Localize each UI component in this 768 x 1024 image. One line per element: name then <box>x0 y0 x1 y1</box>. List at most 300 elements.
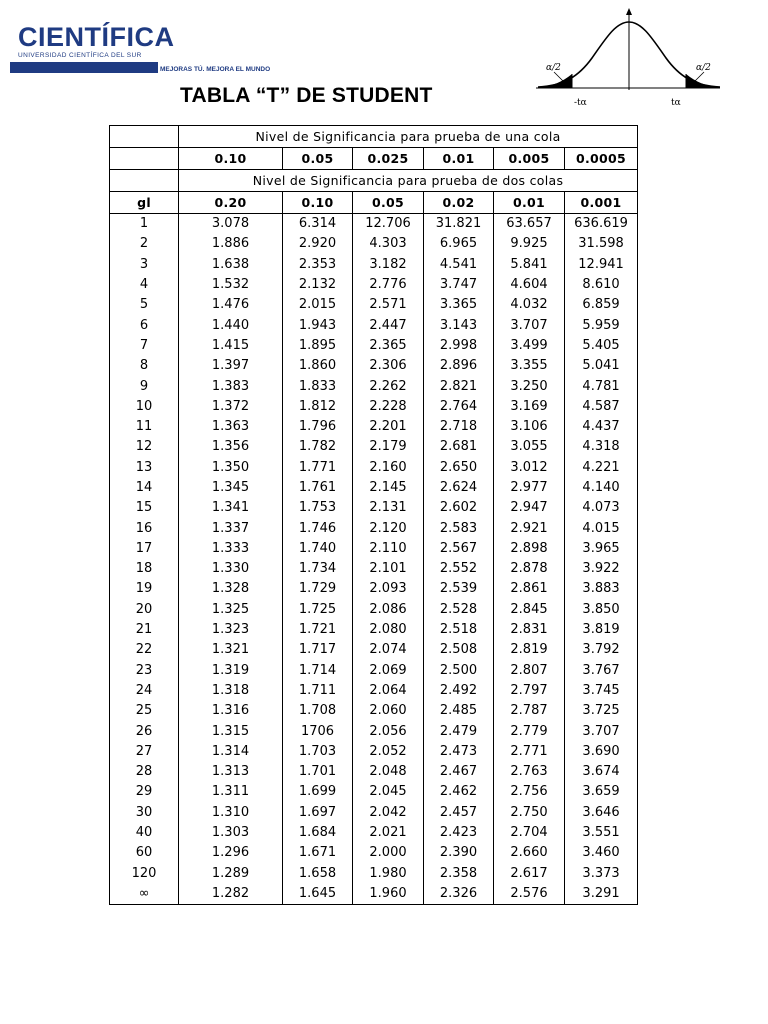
critical-value-cell: 1.532 <box>179 275 283 295</box>
critical-value-cell: 3.373 <box>565 864 638 884</box>
critical-value-cell: 1.337 <box>179 518 283 538</box>
critical-value-cell: 3.690 <box>565 742 638 762</box>
critical-value-cell: 2.576 <box>494 884 565 905</box>
student-t-table <box>109 125 638 905</box>
gl-cell: 13 <box>110 458 179 478</box>
gl-cell: 6 <box>110 315 179 335</box>
critical-value-cell: 9.925 <box>494 234 565 254</box>
critical-value-cell: 1.440 <box>179 315 283 335</box>
critical-value-cell: 2.086 <box>353 600 424 620</box>
alpha-right-label: α/2 <box>696 63 711 73</box>
critical-value-cell: 31.821 <box>424 214 494 235</box>
critical-value-cell: 2.132 <box>283 275 353 295</box>
critical-value-cell: 1.333 <box>179 539 283 559</box>
critical-value-cell: 4.073 <box>565 498 638 518</box>
critical-value-cell: 2.977 <box>494 478 565 498</box>
critical-value-cell: 1.325 <box>179 600 283 620</box>
critical-value-cell: 2.358 <box>424 864 494 884</box>
critical-value-cell: 3.143 <box>424 315 494 335</box>
critical-value-cell: 4.604 <box>494 275 565 295</box>
y-axis-arrow <box>626 8 632 15</box>
critical-value-cell: 2.015 <box>283 295 353 315</box>
gl-cell: 4 <box>110 275 179 295</box>
gl-cell: 9 <box>110 376 179 396</box>
critical-value-cell: 2.947 <box>494 498 565 518</box>
critical-value-cell: 4.032 <box>494 295 565 315</box>
critical-value-cell: 2.056 <box>353 721 424 741</box>
table-row <box>110 518 638 538</box>
critical-value-cell: 1.658 <box>283 864 353 884</box>
gl-cell: 18 <box>110 559 179 579</box>
critical-value-cell: 1.697 <box>283 803 353 823</box>
brand-name: CIENTÍFICA <box>18 22 175 52</box>
gl-cell: 28 <box>110 762 179 782</box>
critical-value-cell: 2.861 <box>494 579 565 599</box>
critical-value-cell: 2.500 <box>424 661 494 681</box>
brand-subtitle: UNIVERSIDAD CIENTÍFICA DEL SUR <box>18 52 142 59</box>
critical-value-cell: 63.657 <box>494 214 565 235</box>
table-row <box>110 336 638 356</box>
critical-value-cell: 4.015 <box>565 518 638 538</box>
table-row <box>110 803 638 823</box>
table-row <box>110 640 638 660</box>
critical-value-cell: 1.771 <box>283 458 353 478</box>
critical-value-cell: 2.262 <box>353 376 424 396</box>
critical-value-cell: 2.787 <box>494 701 565 721</box>
critical-value-cell: 2.624 <box>424 478 494 498</box>
critical-value-cell: 1.943 <box>283 315 353 335</box>
critical-value-cell: 2.552 <box>424 559 494 579</box>
critical-value-cell: 1.476 <box>179 295 283 315</box>
critical-value-cell: 2.763 <box>494 762 565 782</box>
critical-value-cell: 2.750 <box>494 803 565 823</box>
gl-cell: 40 <box>110 823 179 843</box>
critical-value-cell: 3.291 <box>565 884 638 905</box>
critical-value-cell: 2.326 <box>424 884 494 905</box>
table-row <box>110 864 638 884</box>
critical-value-cell: 1.372 <box>179 397 283 417</box>
critical-value-cell: 2.998 <box>424 336 494 356</box>
critical-value-cell: 2.101 <box>353 559 424 579</box>
t-distribution-figure <box>534 6 724 108</box>
critical-value-cell: 1.796 <box>283 417 353 437</box>
university-logo <box>18 24 175 59</box>
critical-value-cell: 1.321 <box>179 640 283 660</box>
critical-value-cell: 2.306 <box>353 356 424 376</box>
critical-value-cell: 2.492 <box>424 681 494 701</box>
right-alpha-pointer <box>694 72 704 82</box>
critical-value-cell: 2.423 <box>424 823 494 843</box>
critical-value-cell: 1.363 <box>179 417 283 437</box>
critical-value-cell: 1.356 <box>179 437 283 457</box>
critical-value-cell: 2.365 <box>353 336 424 356</box>
critical-value-cell: 1.319 <box>179 661 283 681</box>
table-row <box>110 884 638 905</box>
critical-value-cell: 2.797 <box>494 681 565 701</box>
critical-value-cell: 6.965 <box>424 234 494 254</box>
gl-cell: 2 <box>110 234 179 254</box>
gl-header: gl <box>110 192 179 214</box>
critical-value-cell: 2.764 <box>424 397 494 417</box>
critical-value-cell: 3.355 <box>494 356 565 376</box>
critical-value-cell: 2.000 <box>353 843 424 863</box>
critical-value-cell: 1.684 <box>283 823 353 843</box>
critical-value-cell: 3.106 <box>494 417 565 437</box>
critical-value-cell: 1.708 <box>283 701 353 721</box>
table-row <box>110 843 638 863</box>
critical-value-cell: 1.746 <box>283 518 353 538</box>
table-row <box>110 579 638 599</box>
critical-value-cell: 1.717 <box>283 640 353 660</box>
critical-value-cell: 4.318 <box>565 437 638 457</box>
critical-value-cell: 3.745 <box>565 681 638 701</box>
critical-value-cell: 31.598 <box>565 234 638 254</box>
critical-value-cell: 2.467 <box>424 762 494 782</box>
gl-cell: 26 <box>110 721 179 741</box>
two-tail-caption: Nivel de Significancia para prueba de dos colas <box>179 170 638 192</box>
gl-cell: 27 <box>110 742 179 762</box>
critical-value-cell: 3.965 <box>565 539 638 559</box>
critical-value-cell: 2.060 <box>353 701 424 721</box>
gl-cell: 11 <box>110 417 179 437</box>
table-row <box>110 437 638 457</box>
critical-value-cell: 1.753 <box>283 498 353 518</box>
critical-value-cell: 5.959 <box>565 315 638 335</box>
critical-value-cell: 8.610 <box>565 275 638 295</box>
critical-value-cell: 1.330 <box>179 559 283 579</box>
gl-cell: 16 <box>110 518 179 538</box>
critical-value-cell: 4.303 <box>353 234 424 254</box>
critical-value-cell: 2.447 <box>353 315 424 335</box>
table-row <box>110 498 638 518</box>
gl-cell: 60 <box>110 843 179 863</box>
critical-value-cell: 2.021 <box>353 823 424 843</box>
one-tail-level: 0.10 <box>179 148 283 170</box>
critical-value-cell: 2.145 <box>353 478 424 498</box>
critical-value-cell: 2.069 <box>353 661 424 681</box>
critical-value-cell: 1.645 <box>283 884 353 905</box>
table-row <box>110 661 638 681</box>
critical-value-cell: 2.518 <box>424 620 494 640</box>
critical-value-cell: 3.169 <box>494 397 565 417</box>
critical-value-cell: 1.701 <box>283 762 353 782</box>
critical-value-cell: 2.074 <box>353 640 424 660</box>
table-row <box>110 742 638 762</box>
critical-value-cell: 1.812 <box>283 397 353 417</box>
critical-value-cell: 2.080 <box>353 620 424 640</box>
two-tail-level: 0.05 <box>353 192 424 214</box>
two-tail-level: 0.02 <box>424 192 494 214</box>
critical-value-cell: 3.747 <box>424 275 494 295</box>
critical-value-cell: 3.499 <box>494 336 565 356</box>
critical-value-cell: 2.457 <box>424 803 494 823</box>
critical-value-cell: 1.833 <box>283 376 353 396</box>
critical-value-cell: 1.350 <box>179 458 283 478</box>
critical-value-cell: 3.659 <box>565 782 638 802</box>
critical-value-cell: 1.782 <box>283 437 353 457</box>
critical-value-cell: 1706 <box>283 721 353 741</box>
critical-value-cell: 2.660 <box>494 843 565 863</box>
critical-value-cell: 2.485 <box>424 701 494 721</box>
critical-value-cell: 3.078 <box>179 214 283 235</box>
gl-cell: 12 <box>110 437 179 457</box>
critical-value-cell: 2.462 <box>424 782 494 802</box>
table-row <box>110 539 638 559</box>
critical-value-cell: 1.671 <box>283 843 353 863</box>
critical-value-cell: 2.921 <box>494 518 565 538</box>
critical-value-cell: 1.886 <box>179 234 283 254</box>
critical-value-cell: 3.767 <box>565 661 638 681</box>
brand-bar <box>10 62 158 73</box>
critical-value-cell: 1.960 <box>353 884 424 905</box>
critical-value-cell: 2.776 <box>353 275 424 295</box>
gl-cell: 8 <box>110 356 179 376</box>
critical-value-cell: 2.878 <box>494 559 565 579</box>
critical-value-cell: 3.674 <box>565 762 638 782</box>
critical-value-cell: 1.721 <box>283 620 353 640</box>
critical-value-cell: 3.883 <box>565 579 638 599</box>
critical-value-cell: 2.583 <box>424 518 494 538</box>
critical-value-cell: 2.718 <box>424 417 494 437</box>
critical-value-cell: 1.729 <box>283 579 353 599</box>
critical-value-cell: 1.714 <box>283 661 353 681</box>
table-row <box>110 681 638 701</box>
critical-value-cell: 12.706 <box>353 214 424 235</box>
left-alpha-pointer <box>554 72 564 82</box>
critical-value-cell: 2.831 <box>494 620 565 640</box>
critical-value-cell: 1.699 <box>283 782 353 802</box>
table-row <box>110 214 638 235</box>
one-tail-level: 0.025 <box>353 148 424 170</box>
one-tail-level: 0.01 <box>424 148 494 170</box>
critical-value-cell: 4.541 <box>424 255 494 275</box>
critical-value-cell: 2.650 <box>424 458 494 478</box>
critical-value-cell: 5.405 <box>565 336 638 356</box>
critical-value-cell: 1.310 <box>179 803 283 823</box>
gl-cell: 10 <box>110 397 179 417</box>
critical-value-cell: 2.052 <box>353 742 424 762</box>
critical-value-cell: 2.567 <box>424 539 494 559</box>
critical-value-cell: 3.646 <box>565 803 638 823</box>
critical-value-cell: 2.807 <box>494 661 565 681</box>
critical-value-cell: 1.341 <box>179 498 283 518</box>
gl-cell: 15 <box>110 498 179 518</box>
critical-value-cell: 3.460 <box>565 843 638 863</box>
critical-value-cell: 2.160 <box>353 458 424 478</box>
critical-value-cell: 636.619 <box>565 214 638 235</box>
critical-value-cell: 1.296 <box>179 843 283 863</box>
critical-value-cell: 1.895 <box>283 336 353 356</box>
gl-cell: 23 <box>110 661 179 681</box>
critical-value-cell: 1.725 <box>283 600 353 620</box>
gl-cell: 17 <box>110 539 179 559</box>
critical-value-cell: 1.313 <box>179 762 283 782</box>
critical-value-cell: 1.323 <box>179 620 283 640</box>
table-row <box>110 397 638 417</box>
critical-value-cell: 2.539 <box>424 579 494 599</box>
critical-value-cell: 2.179 <box>353 437 424 457</box>
one-tail-level: 0.0005 <box>565 148 638 170</box>
critical-value-cell: 2.064 <box>353 681 424 701</box>
critical-value-cell: 3.922 <box>565 559 638 579</box>
critical-value-cell: 6.314 <box>283 214 353 235</box>
critical-value-cell: 2.756 <box>494 782 565 802</box>
gl-cell: 25 <box>110 701 179 721</box>
critical-value-cell: 2.110 <box>353 539 424 559</box>
gl-cell: 20 <box>110 600 179 620</box>
critical-value-cell: 2.042 <box>353 803 424 823</box>
critical-value-cell: 1.282 <box>179 884 283 905</box>
table-row <box>110 620 638 640</box>
gl-cell: 120 <box>110 864 179 884</box>
critical-value-cell: 4.781 <box>565 376 638 396</box>
table-row <box>110 600 638 620</box>
critical-value-cell: 1.638 <box>179 255 283 275</box>
critical-value-cell: 4.437 <box>565 417 638 437</box>
table-row <box>110 356 638 376</box>
two-tail-level: 0.001 <box>565 192 638 214</box>
critical-value-cell: 2.571 <box>353 295 424 315</box>
critical-value-cell: 2.201 <box>353 417 424 437</box>
critical-value-cell: 2.681 <box>424 437 494 457</box>
critical-value-cell: 2.048 <box>353 762 424 782</box>
gl-cell: 21 <box>110 620 179 640</box>
gl-cell: 3 <box>110 255 179 275</box>
table-row <box>110 701 638 721</box>
critical-value-cell: 5.841 <box>494 255 565 275</box>
critical-value-cell: 3.850 <box>565 600 638 620</box>
critical-value-cell: 12.941 <box>565 255 638 275</box>
gl-cell: 7 <box>110 336 179 356</box>
gl-cell: 29 <box>110 782 179 802</box>
critical-value-cell: 3.055 <box>494 437 565 457</box>
critical-value-cell: 2.120 <box>353 518 424 538</box>
critical-value-cell: 2.704 <box>494 823 565 843</box>
critical-value-cell: 1.328 <box>179 579 283 599</box>
critical-value-cell: 6.859 <box>565 295 638 315</box>
t-right-label: tα <box>671 98 681 108</box>
two-tail-level: 0.20 <box>179 192 283 214</box>
critical-value-cell: 2.779 <box>494 721 565 741</box>
critical-value-cell: 2.228 <box>353 397 424 417</box>
critical-value-cell: 2.821 <box>424 376 494 396</box>
critical-value-cell: 2.896 <box>424 356 494 376</box>
table-row <box>110 559 638 579</box>
critical-value-cell: 1.345 <box>179 478 283 498</box>
critical-value-cell: 5.041 <box>565 356 638 376</box>
gl-cell: 30 <box>110 803 179 823</box>
gl-cell: 24 <box>110 681 179 701</box>
critical-value-cell: 2.819 <box>494 640 565 660</box>
critical-value-cell: 3.012 <box>494 458 565 478</box>
critical-value-cell: 2.771 <box>494 742 565 762</box>
critical-value-cell: 1.315 <box>179 721 283 741</box>
critical-value-cell: 3.792 <box>565 640 638 660</box>
table-row <box>110 376 638 396</box>
gl-cell: ∞ <box>110 884 179 905</box>
one-tail-caption: Nivel de Significancia para prueba de una cola <box>179 126 638 148</box>
critical-value-cell: 2.528 <box>424 600 494 620</box>
critical-value-cell: 2.390 <box>424 843 494 863</box>
critical-value-cell: 1.303 <box>179 823 283 843</box>
page-title: TABLA “T” DE STUDENT <box>180 84 433 107</box>
critical-value-cell: 3.551 <box>565 823 638 843</box>
critical-value-cell: 2.898 <box>494 539 565 559</box>
critical-value-cell: 1.980 <box>353 864 424 884</box>
critical-value-cell: 3.365 <box>424 295 494 315</box>
one-tail-level: 0.005 <box>494 148 565 170</box>
table-row <box>110 721 638 741</box>
gl-header-blank <box>110 126 179 148</box>
critical-value-cell: 1.415 <box>179 336 283 356</box>
critical-value-cell: 1.383 <box>179 376 283 396</box>
critical-value-cell: 1.711 <box>283 681 353 701</box>
gl-header-blank <box>110 170 179 192</box>
table-row <box>110 762 638 782</box>
critical-value-cell: 1.316 <box>179 701 283 721</box>
two-tail-level: 0.10 <box>283 192 353 214</box>
critical-value-cell: 4.221 <box>565 458 638 478</box>
critical-value-cell: 1.740 <box>283 539 353 559</box>
table-row <box>110 823 638 843</box>
critical-value-cell: 2.473 <box>424 742 494 762</box>
critical-value-cell: 4.587 <box>565 397 638 417</box>
critical-value-cell: 1.289 <box>179 864 283 884</box>
table-row <box>110 478 638 498</box>
critical-value-cell: 2.920 <box>283 234 353 254</box>
critical-value-cell: 1.311 <box>179 782 283 802</box>
gl-cell: 19 <box>110 579 179 599</box>
critical-value-cell: 2.845 <box>494 600 565 620</box>
critical-value-cell: 1.860 <box>283 356 353 376</box>
critical-value-cell: 3.707 <box>494 315 565 335</box>
gl-cell: 22 <box>110 640 179 660</box>
critical-value-cell: 3.182 <box>353 255 424 275</box>
table-row <box>110 255 638 275</box>
critical-value-cell: 3.725 <box>565 701 638 721</box>
table-row <box>110 782 638 802</box>
slogan: MEJORAS TÚ. MEJORA EL MUNDO <box>160 66 271 73</box>
gl-cell: 5 <box>110 295 179 315</box>
critical-value-cell: 1.314 <box>179 742 283 762</box>
gl-cell: 14 <box>110 478 179 498</box>
critical-value-cell: 2.617 <box>494 864 565 884</box>
gl-cell: 1 <box>110 214 179 235</box>
table-row <box>110 315 638 335</box>
critical-value-cell: 1.761 <box>283 478 353 498</box>
critical-value-cell: 2.353 <box>283 255 353 275</box>
critical-value-cell: 1.397 <box>179 356 283 376</box>
table-row <box>110 417 638 437</box>
critical-value-cell: 4.140 <box>565 478 638 498</box>
critical-value-cell: 2.045 <box>353 782 424 802</box>
one-tail-level: 0.05 <box>283 148 353 170</box>
table-row <box>110 275 638 295</box>
critical-value-cell: 3.707 <box>565 721 638 741</box>
critical-value-cell: 3.250 <box>494 376 565 396</box>
critical-value-cell: 2.479 <box>424 721 494 741</box>
critical-value-cell: 1.318 <box>179 681 283 701</box>
gl-header-blank <box>110 148 179 170</box>
critical-value-cell: 2.131 <box>353 498 424 518</box>
table-row <box>110 234 638 254</box>
alpha-left-label: α/2 <box>546 63 561 73</box>
t-left-label: -tα <box>574 98 587 108</box>
table-row <box>110 458 638 478</box>
critical-value-cell: 1.703 <box>283 742 353 762</box>
critical-value-cell: 3.819 <box>565 620 638 640</box>
critical-value-cell: 2.508 <box>424 640 494 660</box>
